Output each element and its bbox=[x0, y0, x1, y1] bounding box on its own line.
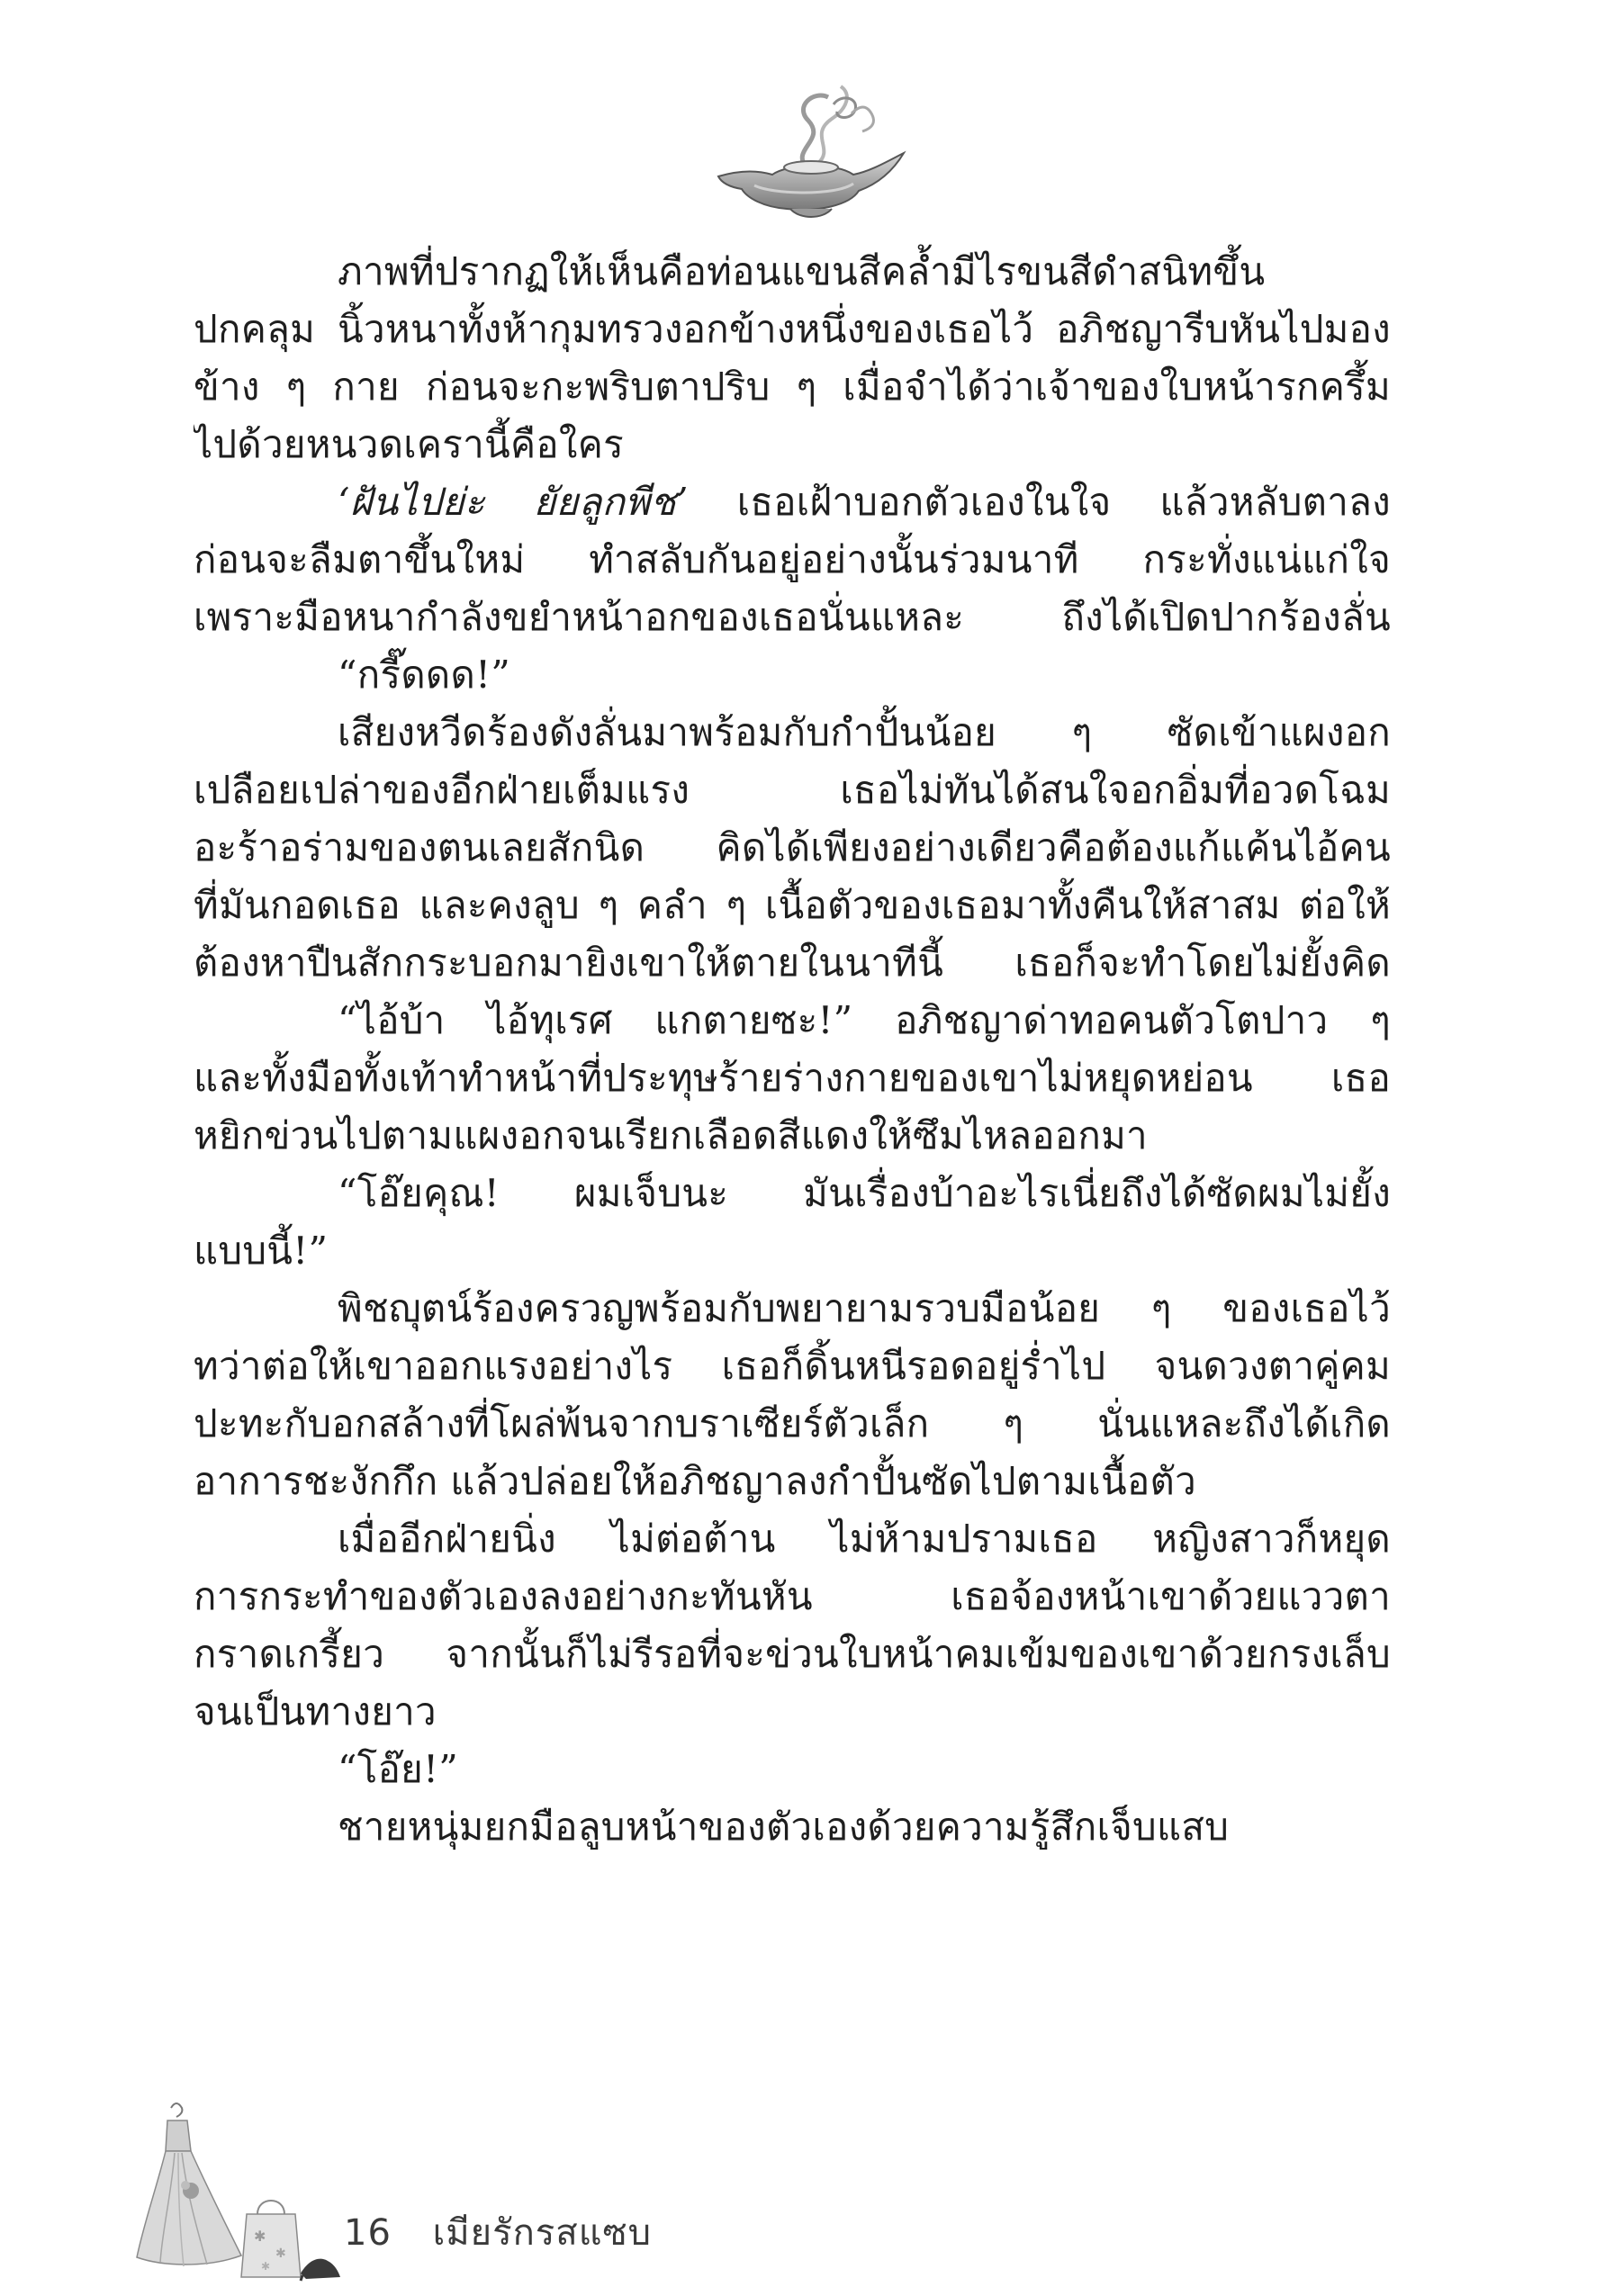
text-line bbox=[194, 1510, 1391, 1568]
text-line bbox=[194, 1741, 1391, 1798]
line-text: ปะทะกับอกสล้างที่โผล่พ้นจากบราเซียร์ตัวเล็ก ๆ นั่นแหละถึงได้เกิด bbox=[194, 1401, 1391, 1445]
page-number: 16 bbox=[344, 2212, 392, 2254]
line-text: ภาพที่ปรากฏให้เห็นคือท่อนแขนสีคล้ำมีไรขนสีดำสนิทขึ้น bbox=[338, 249, 1266, 293]
text-line bbox=[194, 1280, 1391, 1337]
line-text: หยิกข่วนไปตามแผงอกจนเรียกเลือดสีแดงให้ซึมไหลออกมา bbox=[194, 1113, 1148, 1157]
svg-text:✱: ✱ bbox=[275, 2246, 286, 2261]
dress-and-shopping-bag-icon bbox=[135, 2097, 342, 2282]
line-text: กราดเกรี้ยว จากนั้นก็ไม่รีรอที่จะข่วนใบหน้าคมเข้มของเขาด้วยกรงเล็บ bbox=[194, 1632, 1391, 1676]
body-text bbox=[194, 243, 1391, 1856]
line-text: “ไอ้บ้า ไอ้ทุเรศ แกตายซะ!” อภิชญาด่าทอคนตัวโตปาว ๆ bbox=[338, 998, 1391, 1042]
line-text: แบบนี้!” bbox=[194, 1229, 329, 1273]
line-text: “โอ๊ย!” bbox=[338, 1747, 459, 1791]
line-text: ต้องหาปืนสักกระบอกมายิงเขาให้ตายในนาทีนี้ เธอก็จะทำโดยไม่ยั้งคิด bbox=[194, 941, 1391, 985]
line-text: ปกคลุม นิ้วหนาทั้งห้ากุมทรวงอกข้างหนึ่งของเธอไว้ อภิชญารีบหันไปมอง bbox=[194, 307, 1391, 351]
text-line bbox=[194, 1683, 1391, 1741]
line-text: “กรี๊ดดด!” bbox=[338, 653, 511, 697]
line-text: การกระทำของตัวเองลงอย่างกะทันหัน เธอจ้องหน้าเขาด้วยแววตา bbox=[194, 1574, 1391, 1618]
text-line bbox=[194, 1337, 1391, 1395]
line-text: ข้าง ๆ กาย ก่อนจะกะพริบตาปริบ ๆ เมื่อจำได้ว่าเจ้าของใบหน้ารกครึ้ม bbox=[194, 365, 1391, 409]
text-line bbox=[194, 1625, 1391, 1683]
text-line bbox=[194, 1107, 1391, 1165]
line-text: ไปด้วยหนวดเครานี้คือใคร bbox=[194, 422, 624, 466]
line-text: เมื่ออีกฝ่ายนิ่ง ไม่ต่อต้าน ไม่ห้ามปรามเธอ หญิงสาวก็หยุด bbox=[338, 1517, 1391, 1561]
text-line bbox=[194, 761, 1391, 819]
text-line bbox=[194, 1165, 1391, 1222]
line-text: เสียงหวีดร้องดังลั่นมาพร้อมกับกำปั้นน้อย ๆ ซัดเข้าแผงอก bbox=[338, 710, 1391, 754]
text-line bbox=[194, 1049, 1391, 1107]
text-line bbox=[194, 1453, 1391, 1510]
text-line bbox=[194, 589, 1391, 646]
text-line bbox=[194, 473, 1391, 531]
text-line bbox=[194, 1568, 1391, 1625]
svg-text:✱: ✱ bbox=[261, 2260, 271, 2273]
text-line bbox=[194, 704, 1391, 761]
book-title: เมียรักรสแซบ bbox=[432, 2212, 653, 2254]
text-line bbox=[194, 819, 1391, 877]
emphasized-text: ‘ฝันไปย่ะ ยัยลูกพีช’ bbox=[338, 480, 689, 524]
line-text: ที่มันกอดเธอ และคงลูบ ๆ คลำ ๆ เนื้อตัวของเธอมาทั้งคืนให้สาสม ต่อให้ bbox=[194, 883, 1391, 927]
text-line bbox=[194, 243, 1391, 301]
page-footer bbox=[344, 2203, 652, 2261]
text-line bbox=[194, 1395, 1391, 1453]
line-text: พิชญุตน์ร้องครวญพร้อมกับพยายามรวบมือน้อย ๆ ของเธอไว้ bbox=[338, 1286, 1391, 1330]
line-text: ก่อนจะลืมตาขึ้นใหม่ ทำสลับกันอยู่อย่างนั้นร่วมนาที กระทั่งแน่แก่ใจ bbox=[194, 537, 1391, 581]
text-line bbox=[194, 531, 1391, 589]
text-line bbox=[194, 992, 1391, 1049]
line-text: อาการชะงักกึก แล้วปล่อยให้อภิชญาลงกำปั้นซัดไปตามเนื้อตัว bbox=[194, 1459, 1196, 1503]
text-line bbox=[194, 877, 1391, 934]
svg-text:✱: ✱ bbox=[254, 2228, 266, 2245]
text-line bbox=[194, 301, 1391, 358]
line-text: เปลือยเปล่าของอีกฝ่ายเต็มแรง เธอไม่ทันได้สนใจอกอิ่มที่อวดโฉม bbox=[194, 768, 1391, 812]
text-line bbox=[194, 1222, 1391, 1280]
text-line bbox=[194, 646, 1391, 704]
line-text: เพราะมือหนากำลังขยำหน้าอกของเธอนั่นแหละ ถึงได้เปิดปากร้องลั่น bbox=[194, 595, 1391, 639]
line-text: และทั้งมือทั้งเท้าทำหน้าที่ประทุษร้ายร่างกายของเขาไม่หยุดหย่อน เธอ bbox=[194, 1056, 1391, 1100]
line-text: เธอเฝ้าบอกตัวเองในใจ แล้วหลับตาลง bbox=[736, 480, 1391, 524]
line-text: ชายหนุ่มยกมือลูบหน้าของตัวเองด้วยความรู้สึกเจ็บแสบ bbox=[338, 1805, 1230, 1849]
text-line bbox=[194, 934, 1391, 992]
line-text: อะร้าอร่ามของตนเลยสักนิด คิดได้เพียงอย่างเดียวคือต้องแก้แค้นไอ้คน bbox=[194, 825, 1391, 869]
line-text: จนเป็นทางยาว bbox=[194, 1689, 437, 1733]
magic-lamp-icon bbox=[700, 77, 916, 230]
text-line bbox=[194, 358, 1391, 416]
text-line bbox=[194, 1798, 1391, 1856]
line-text: ทว่าต่อให้เขาออกแรงอย่างไร เธอก็ดิ้นหนีรอดอยู่ร่ำไป จนดวงตาคู่คม bbox=[194, 1344, 1391, 1388]
line-text: “โอ๊ยคุณ! ผมเจ็บนะ มันเรื่องบ้าอะไรเนี่ยถึงได้ซัดผมไม่ยั้ง bbox=[338, 1171, 1391, 1215]
text-line bbox=[194, 416, 1391, 473]
